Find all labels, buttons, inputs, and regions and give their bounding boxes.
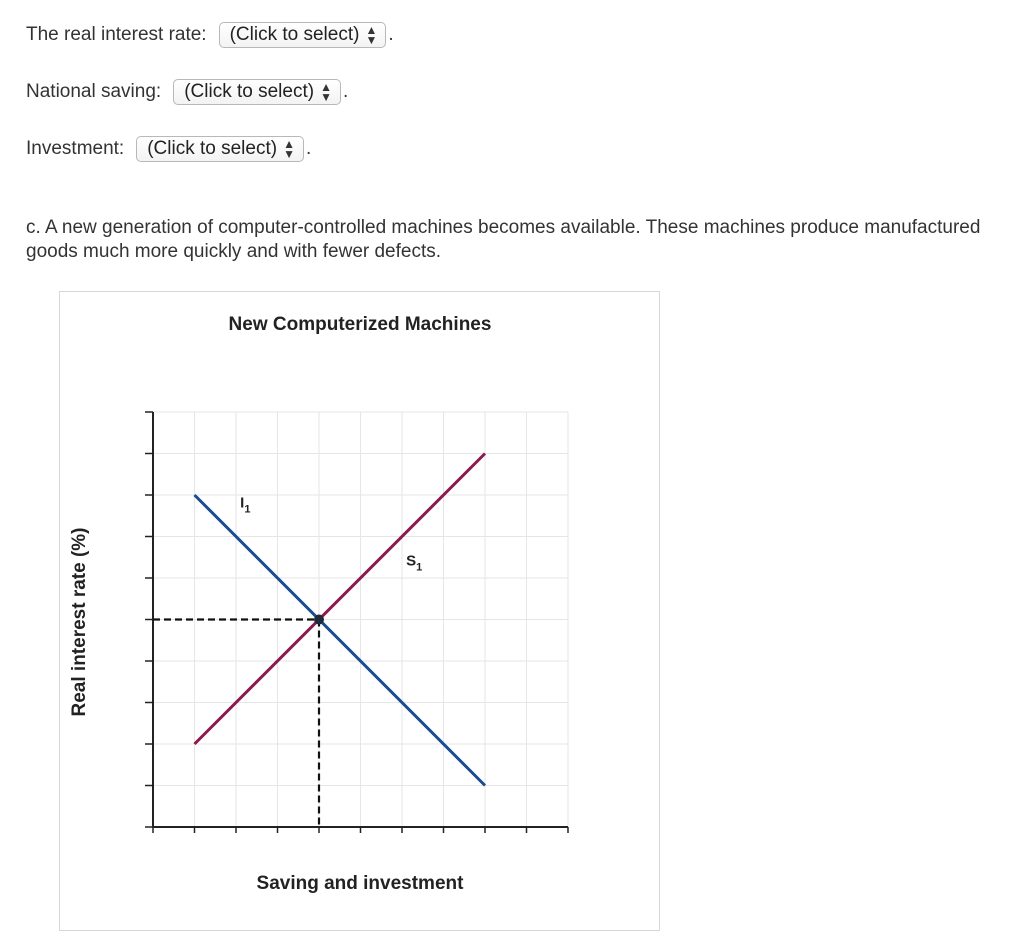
curve-label-i1: $I_1$ bbox=[240, 494, 251, 516]
updown-arrows-icon: ▲ ▼ bbox=[283, 137, 295, 161]
x-axis-label: Saving and investment bbox=[256, 873, 464, 894]
graph-panel bbox=[59, 291, 660, 931]
curve-label-s1: $S_1$ bbox=[406, 552, 423, 574]
axes bbox=[145, 412, 568, 833]
question-row-investment bbox=[26, 136, 311, 162]
y-axis-label: Real interest rate (%) bbox=[69, 527, 90, 717]
question-label: Investment: bbox=[26, 138, 125, 159]
select-value: (Click to select) bbox=[147, 138, 278, 159]
sentence-period: . bbox=[388, 24, 394, 45]
curve-i1 bbox=[195, 495, 486, 786]
investment-select[interactable] bbox=[136, 136, 304, 162]
grid-lines bbox=[153, 412, 568, 827]
question-label: National saving: bbox=[26, 81, 162, 102]
part-c-question-text: c. A new generation of computer-controlled machines becomes available. These machines produce manufactured goods much more quickly and with fewer defects. bbox=[26, 217, 981, 262]
question-row-interest-rate bbox=[26, 22, 394, 48]
sentence-period: . bbox=[342, 81, 349, 102]
question-row-national-saving bbox=[26, 79, 348, 105]
select-value: (Click to select) bbox=[184, 81, 315, 102]
updown-arrows-icon: ▲ ▼ bbox=[320, 80, 332, 104]
equilibrium-point bbox=[314, 615, 324, 625]
question-label: The real interest rate: bbox=[26, 24, 207, 45]
curve-labels bbox=[240, 494, 422, 573]
interest-rate-select[interactable] bbox=[219, 22, 387, 48]
sentence-period: . bbox=[305, 138, 312, 159]
chart-svg bbox=[60, 292, 661, 932]
select-value: (Click to select) bbox=[229, 24, 360, 45]
updown-arrows-icon: ▲ ▼ bbox=[365, 23, 378, 47]
curve-label-subscript: 1 bbox=[416, 561, 423, 574]
chart-title: New Computerized Machines bbox=[228, 314, 492, 335]
national-saving-select[interactable] bbox=[173, 79, 341, 105]
curve-s1 bbox=[195, 454, 486, 745]
curve-label-subscript: 1 bbox=[244, 503, 251, 516]
